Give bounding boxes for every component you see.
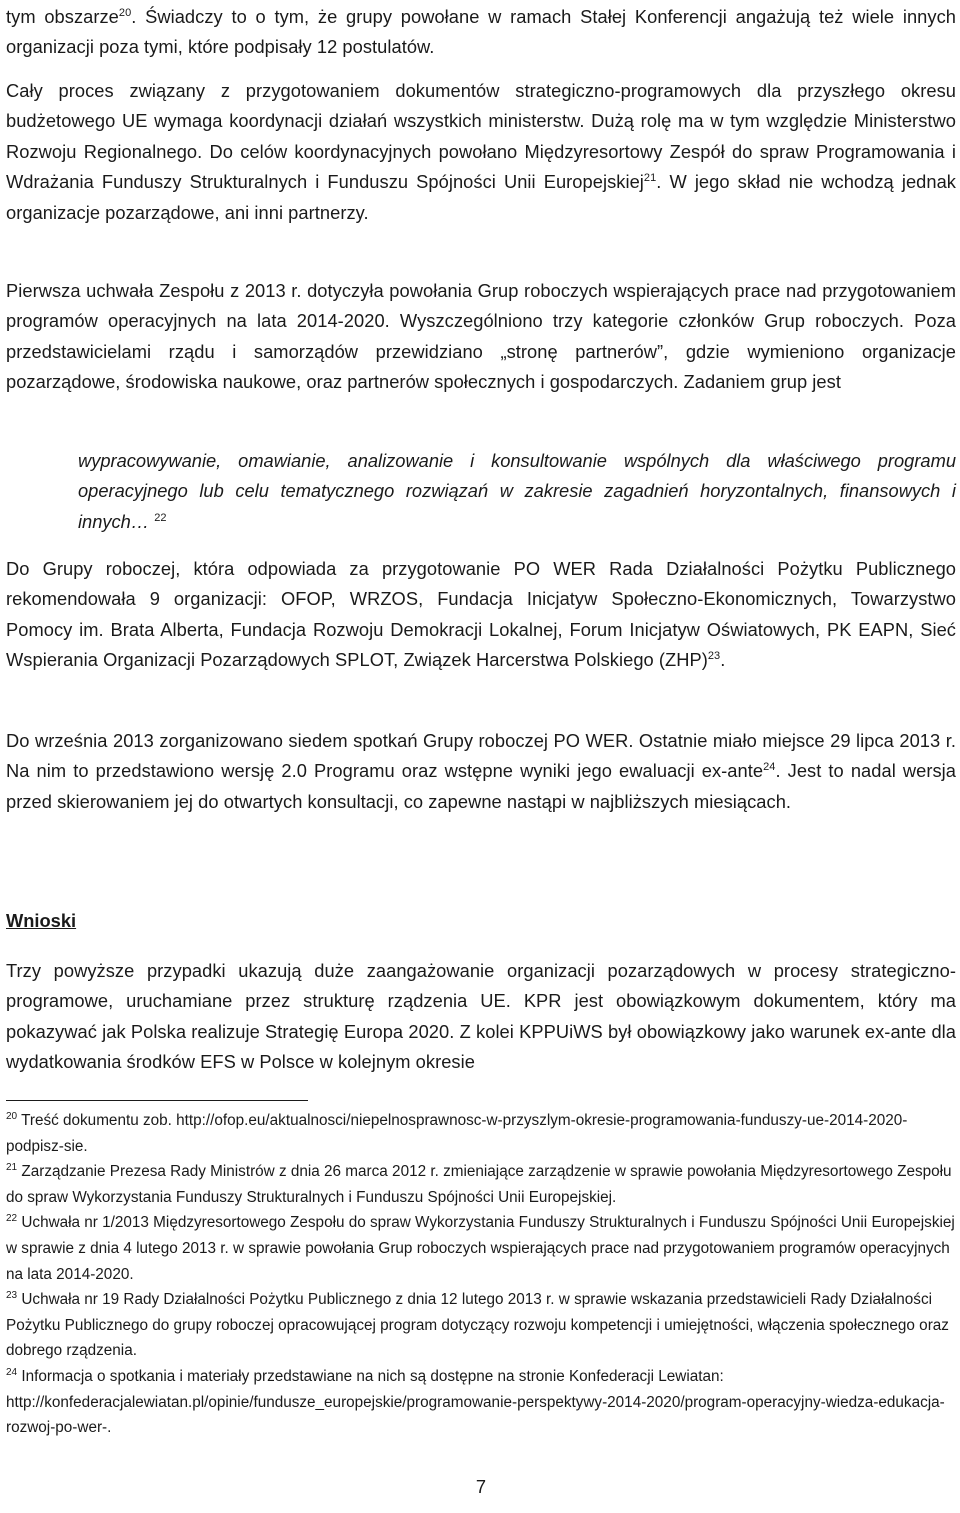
footnote-ref: 20 <box>118 6 132 19</box>
footnote-number: 22 <box>6 1213 18 1225</box>
paragraph: Trzy powyższe przypadki ukazują duże zaangażowanie organizacji pozarządowych w procesy strategiczno-programowe, uruchamiane przez strukturę rządzenia UE. KPR jest obowiązkowym dokumentem, który ma pokazywać jak Polska realizuje Strategię Europa 2020. Z kolei KPPUiWS był obowiązkowy jako warunek ex-ante dla wydatkowania środków EFS w Polsce w kolejnym okresie <box>6 960 956 1073</box>
footnote-20 <box>6 1108 956 1159</box>
paragraph-text: . Jest to nadal wersja przed skierowaniem jej do otwartych konsultacji, co zapewne nastąpi w najbliższych miesiącach. <box>6 760 957 812</box>
section-heading: Wnioski <box>6 910 77 931</box>
footnote-number: 23 <box>6 1290 18 1302</box>
footnote-separator <box>6 1100 308 1101</box>
paragraph-text: Do września 2013 zorganizowano siedem spotkań Grupy roboczej PO WER. Ostatnie miało miejsce 29 lipca 2013 r. Na nim to przedstawiono wersję 2.0 Programu oraz wstępne wyniki jego ewaluacji ex-ante <box>6 730 956 782</box>
paragraph-text: . Świadczy to o tym, że grupy powołane w ramach Stałej Konferencji angażują też wiele innych organizacji poza tymi, które podpisały 12 postulatów. <box>6 6 956 58</box>
paragraph-text: Do Grupy roboczej, która odpowiada za przygotowanie PO WER Rada Działalności Pożytku Publicznego rekomendowała 9 organizacji: OFOP, WRZOS, Fundacja Inicjatyw Społeczno-Ekonomicznych, Towarzystwo Pomocy im. Brata Alberta, Fundacja Rozwoju Demokracji Lokalnej, Forum Inicjatyw Oświatowych, PK EAPN, Sieć Wspierania Organizacji Pozarządowych SPLOT, Związek Harcerstwa Polskiego (ZHP) <box>6 558 956 671</box>
footnote-ref: 24 <box>763 761 776 774</box>
footnote-number: 21 <box>6 1162 18 1174</box>
page-number: 7 <box>475 1476 487 1497</box>
paragraph-text: tym obszarze <box>6 6 119 27</box>
footnote-21 <box>6 1159 956 1210</box>
footnote-text: Informacja o spotkania i materiały przedstawiane na nich są dostępne na stronie Konfederacji Lewiatan: http://konfederacjalewiatan.pl/opinie/fundusze_europejskie/programowanie-perspektywy-2014-2020/program-operacyjny-wiedza-edukacja-rozwoj-po-wer-. <box>6 1367 945 1437</box>
paragraph <box>6 726 956 817</box>
paragraph <box>6 76 956 228</box>
footnote-ref: 21 <box>643 172 657 185</box>
footnotes <box>6 1108 956 1441</box>
footnote-24 <box>6 1364 956 1441</box>
footnote-22 <box>6 1210 956 1287</box>
footnote-ref: 23 <box>707 650 721 663</box>
footnote-text: Uchwała nr 1/2013 Międzyresortowego Zespołu do spraw Wykorzystania Funduszy Strukturalnych i Funduszu Spójności Unii Europejskiej w sprawie z dnia 4 lutego 2013 r. w sprawie powołania Grup roboczych wspierających prace nad przygotowaniem programów operacyjnych na lata 2014-2020. <box>6 1214 955 1283</box>
footnote-text: Uchwała nr 19 Rady Działalności Pożytku Publicznego z dnia 12 lutego 2013 r. w sprawie wskazania przedstawicieli Rady Działalności Pożytku Publicznego do grupy roboczej opracowującej program dotyczący rozwoju kompetencji i umiejętności, włączenia społecznego oraz dobrego rządzenia. <box>6 1291 949 1360</box>
footnote-text: Treść dokumentu zob. http://ofop.eu/aktualnosci/niepelnosprawnosc-w-przyszlym-okresie-programowania-funduszy-ue-2014-2020-podpisz-sie. <box>6 1112 908 1155</box>
footnote-number: 20 <box>6 1110 18 1122</box>
paragraph-text: . W jego skład nie wchodzą jednak organizacje pozarządowe, ani inni partnerzy. <box>6 171 956 223</box>
footnote-23 <box>6 1287 956 1364</box>
paragraph-text: Cały proces związany z przygotowaniem dokumentów strategiczno-programowych dla przyszłego okresu budżetowego UE wymaga koordynacji działań wszystkich ministerstw. Dużą rolę ma w tym względzie Ministerstwo Rozwoju Regionalnego. Do celów koordynacyjnych powołano Międzyresortowy Zespół do spraw Programowania i Wdrażania Funduszy Strukturalnych i Funduszu Spójności Unii Europejskiej <box>6 80 956 193</box>
block-quote <box>78 446 956 537</box>
paragraph-text: . <box>720 649 726 671</box>
quote-text: wypracowywanie, omawianie, analizowanie i konsultowanie wspólnych dla właściwego programu operacyjnego lub celu tematycznego rozwiązań w zakresie zagadnień horyzontalnych, finansowych i innych… <box>78 450 956 532</box>
paragraph: Pierwsza uchwała Zespołu z 2013 r. dotyczyła powołania Grup roboczych wspierających prace nad przygotowaniem programów operacyjnych na lata 2014-2020. Wyszczególniono trzy kategorie członków Grup roboczych. Poza przedstawicielami rządu i samorządów przewidziano „stronę partnerów”, gdzie wymieniono organizacje pozarządowe, środowiska naukowe, oraz partnerów społecznych i gospodarczych. Zadaniem grup jest <box>6 280 956 393</box>
paragraph <box>6 2 956 63</box>
paragraph <box>6 554 956 676</box>
footnote-ref: 22 <box>154 511 167 524</box>
footnote-number: 24 <box>6 1366 18 1378</box>
footnote-text: Zarządzanie Prezesa Rady Ministrów z dnia 26 marca 2012 r. zmieniające zarządzenie w sprawie powołania Międzyresortowego Zespołu do spraw Wykorzystania Funduszy Strukturalnych i Funduszu Spójności Unii Europejskiej. <box>6 1163 952 1206</box>
